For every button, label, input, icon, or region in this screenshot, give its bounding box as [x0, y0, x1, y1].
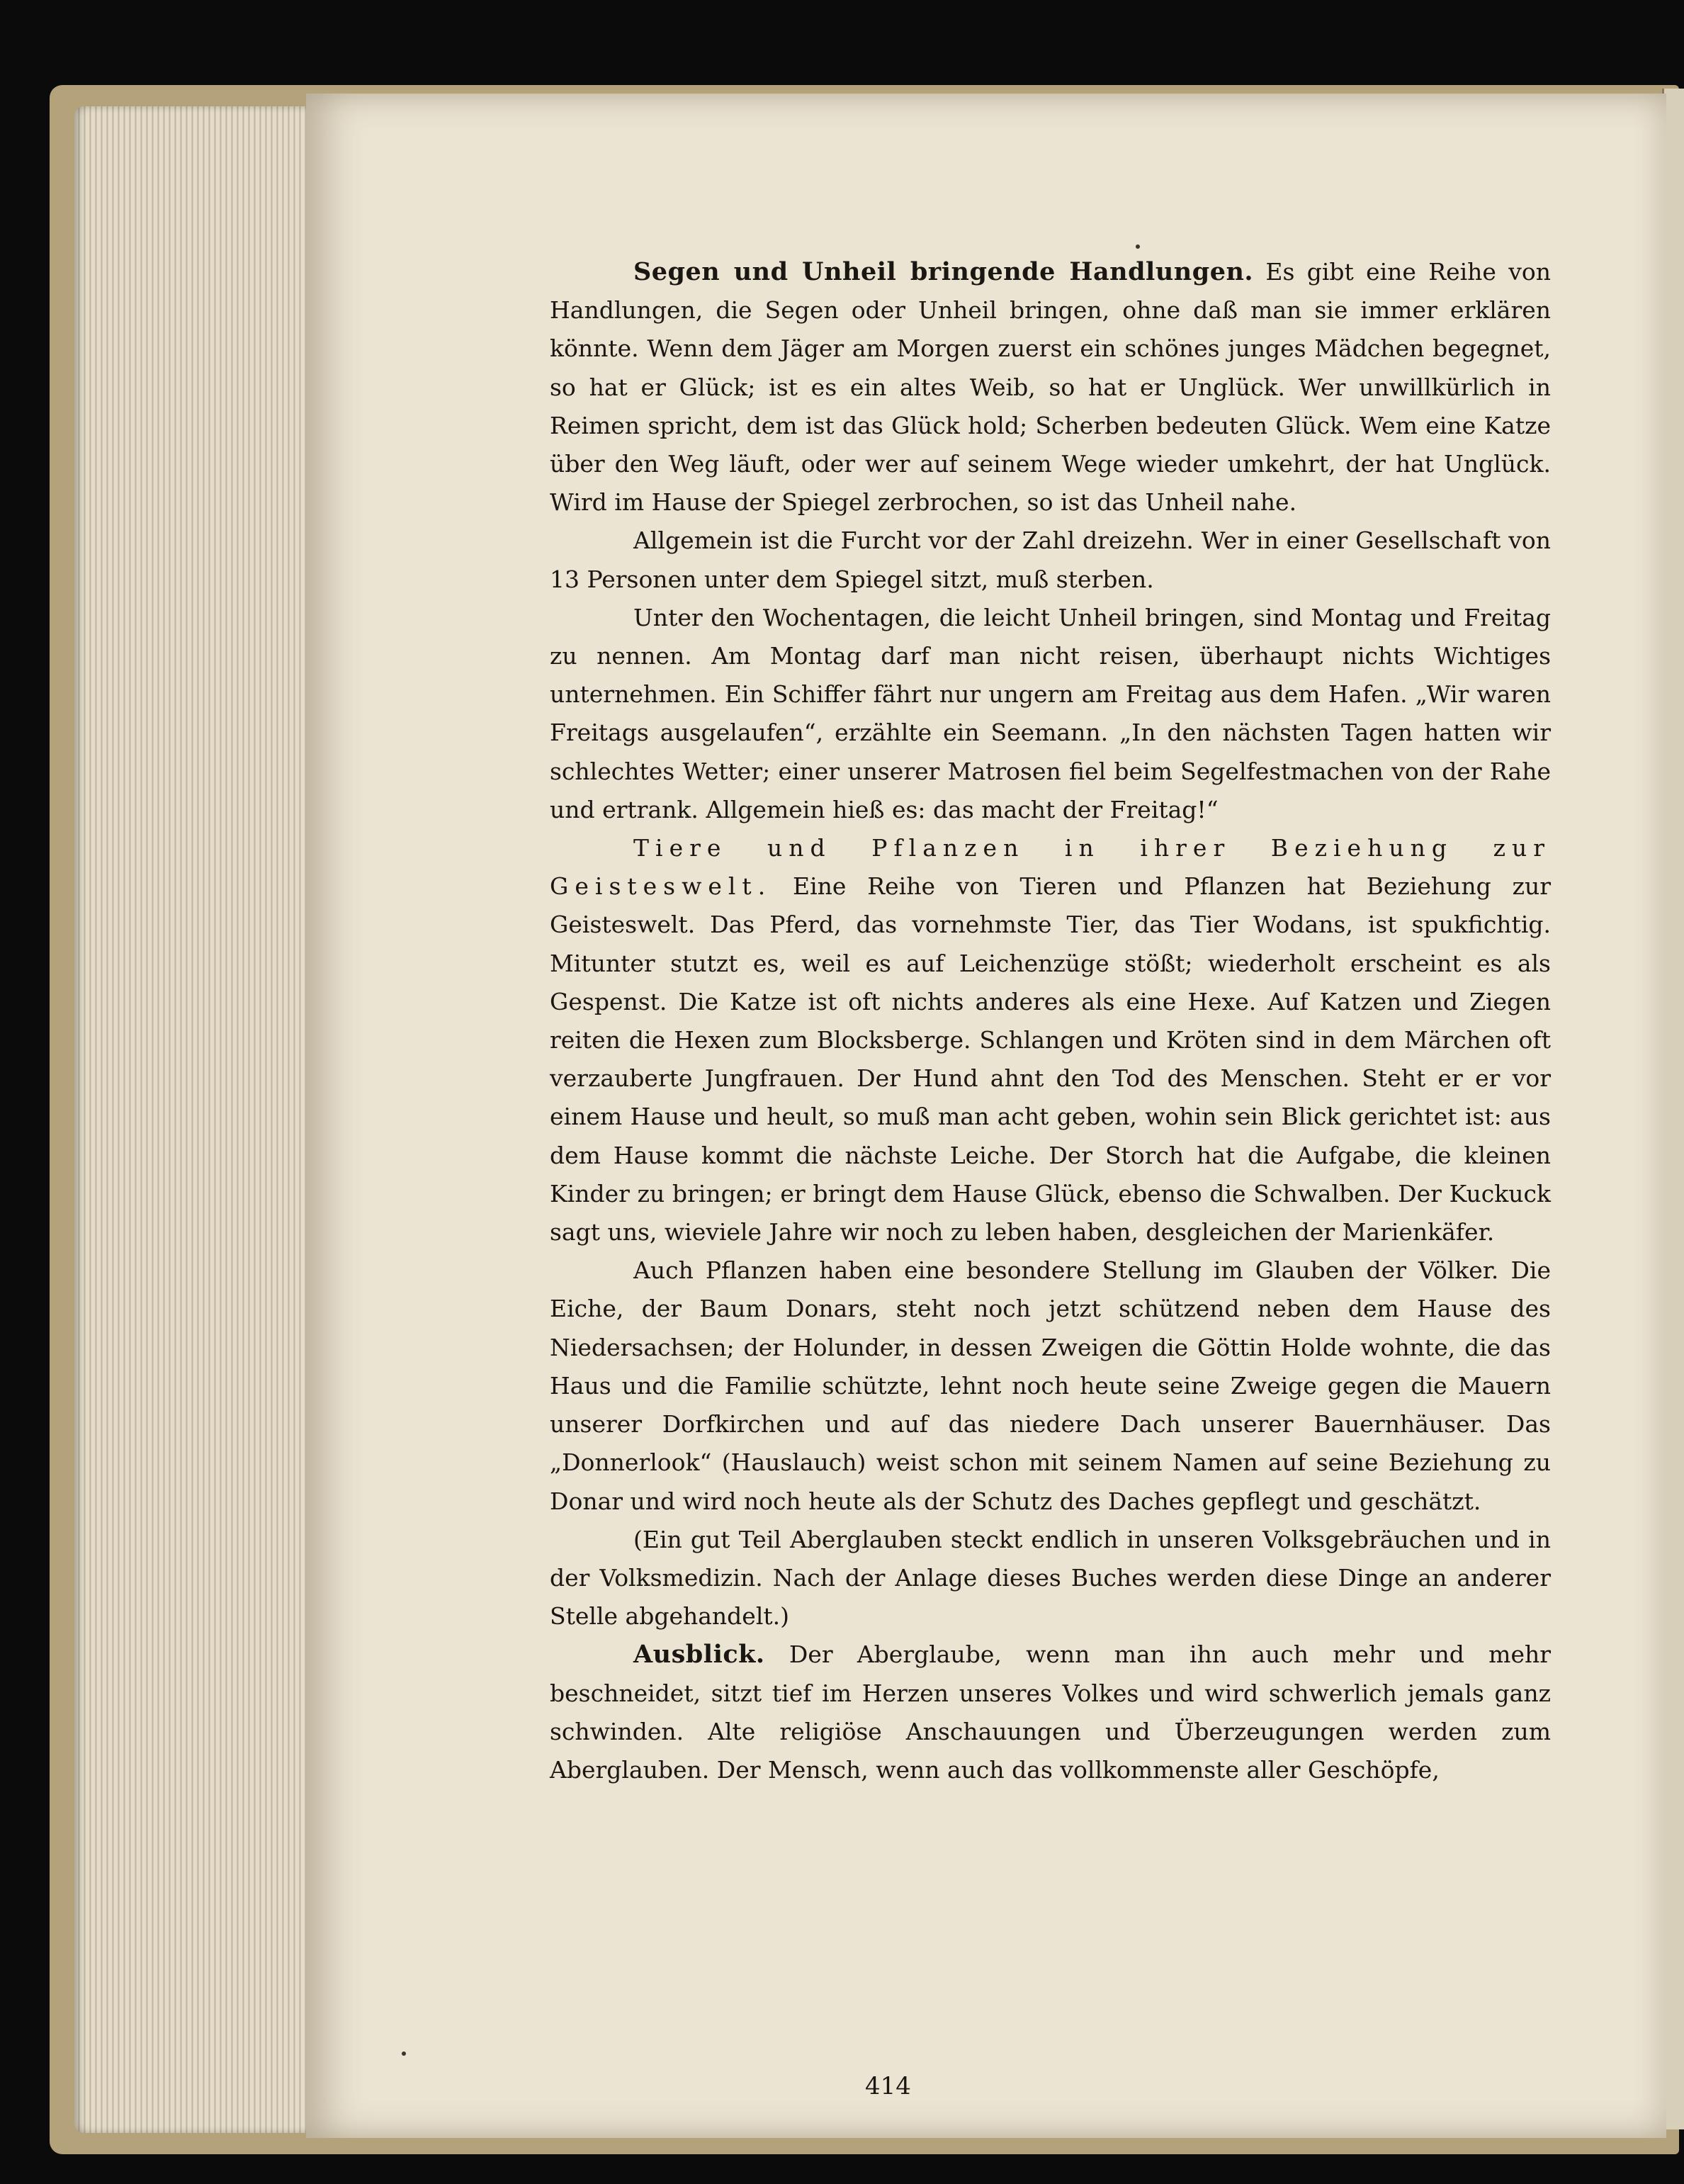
paragraph-text: (Ein gut Teil Aberglauben steckt endlich in unseren Volksgebräuchen und in der Volksmedizin. Nach der Anlage dieses Buches werden diese Dinge an anderer Stelle abgehandelt.) — [550, 1525, 1551, 1631]
section-heading-tiere: Tiere und Pflanzen in ihrer Beziehung zur Geisteswelt. — [550, 834, 1551, 901]
section-heading-segen: Segen und Unheil bringende Handlungen. — [633, 257, 1254, 286]
section-heading-ausblick: Ausblick. — [633, 1640, 765, 1670]
paragraph-pflanzen — [550, 1251, 1551, 1520]
paragraph-text: Der Aberglaube, wenn man ihn auch mehr und mehr beschneidet, sitzt tief im Herzen unseres Volkes und wird schwerlich jemals ganz schwinden. Alte religiöse Anschauungen und Überzeugungen werden zum Aberglauben. Der Mensch, wenn auch das vollkommenste aller Geschöpfe, — [550, 1640, 1551, 1784]
paragraph-tiere — [550, 829, 1551, 1251]
paragraph-text: Es gibt eine Reihe von Handlungen, die Segen oder Unheil bringen, ohne daß man sie immer erklären könnte. Wenn dem Jäger am Morgen zuerst ein schönes junges Mädchen begegnet, so hat er Glück; ist es ein altes Weib, so hat er Unglück. Wer unwillkürlich in Reimen spricht, dem ist das Glück hold; Scherben bedeuten Glück. Wem eine Katze über den Weg läuft, oder wer auf seinem Wege wieder umkehrt, der hat Unglück. Wird im Hause der Spiegel zerbrochen, so ist das Unheil nahe. — [550, 258, 1551, 517]
paragraph-text: Eine Reihe von Tieren und Pflanzen hat Beziehung zur Geisteswelt. Das Pferd, das vornehmste Tier, das Tier Wodans, ist spukfichtig. Mitunter stutzt es, weil es auf Leichenzüge stößt; wiederholt erscheint es als Gespenst. Die Katze ist oft nichts anderes als eine Hexe. Auf Katzen und Ziegen reiten die Hexen zum Blocksberge. Schlangen und Kröten sind in dem Märchen oft verzauberte Jungfrauen. Der Hund ahnt den Tod des Menschen. Steht er er vor einem Hause und heult, so muß man acht geben, wohin sein Blick gerichtet ist: aus dem Hause kommt die nächste Leiche. Der Storch hat die Aufgabe, die kleinen Kinder zu bringen; er bringt dem Hause Glück, ebenso die Schwalben. Der Kuckuck sagt uns, wieviele Jahre wir noch zu leben haben, desgleichen der Marienkäfer. — [550, 872, 1551, 1246]
paragraph-ausblick — [550, 1636, 1551, 1789]
page-stack-edges — [74, 106, 308, 2133]
paragraph-text: Allgemein ist die Furcht vor der Zahl dreizehn. Wer in einer Gesellschaft von 13 Personen unter dem Spiegel sitzt, muß sterben. — [550, 527, 1551, 593]
paragraph-text: Unter den Wochentagen, die leicht Unheil bringen, sind Montag und Freitag zu nennen. Am Montag darf man nicht reisen, überhaupt nichts Wichtiges unternehmen. Ein Schiffer fährt nur ungern am Freitag aus dem Hafen. „Wir waren Freitags ausgelaufen“, erzählte ein Seemann. „In den nächsten Tagen hatten wir schlechtes Wetter; einer unserer Matrosen fiel beim Segelfestmachen von der Rahe und ertrank. Allgemein hieß es: das macht der Freitag!“ — [550, 603, 1551, 823]
page-sheet — [306, 94, 1666, 2138]
speck-mark — [1136, 244, 1140, 249]
paragraph-volksgebraeuche — [550, 1521, 1551, 1636]
page-text-block — [550, 253, 1551, 1789]
paragraph-wochentage — [550, 599, 1551, 829]
paragraph-segen — [550, 253, 1551, 522]
speck-mark — [402, 2051, 406, 2056]
paragraph-text: Auch Pflanzen haben eine besondere Stellung im Glauben der Völker. Die Eiche, der Baum Donars, steht noch jetzt schützend neben dem Hause des Niedersachsen; der Holunder, in dessen Zweigen die Göttin Holde wohnte, die das Haus und die Familie schützte, lehnt noch heute seine Zweige gegen die Mauern unserer Dorfkirchen und auf das niedere Dach unserer Bauernhäuser. Das „Donnerlook“ (Hauslauch) weist schon mit seinem Namen auf seine Beziehung zu Donar und wird noch heute als der Schutz des Daches gepflegt und geschätzt. — [550, 1256, 1551, 1515]
paragraph-dreizehn — [550, 522, 1551, 598]
page-number: 414 — [865, 2072, 911, 2100]
